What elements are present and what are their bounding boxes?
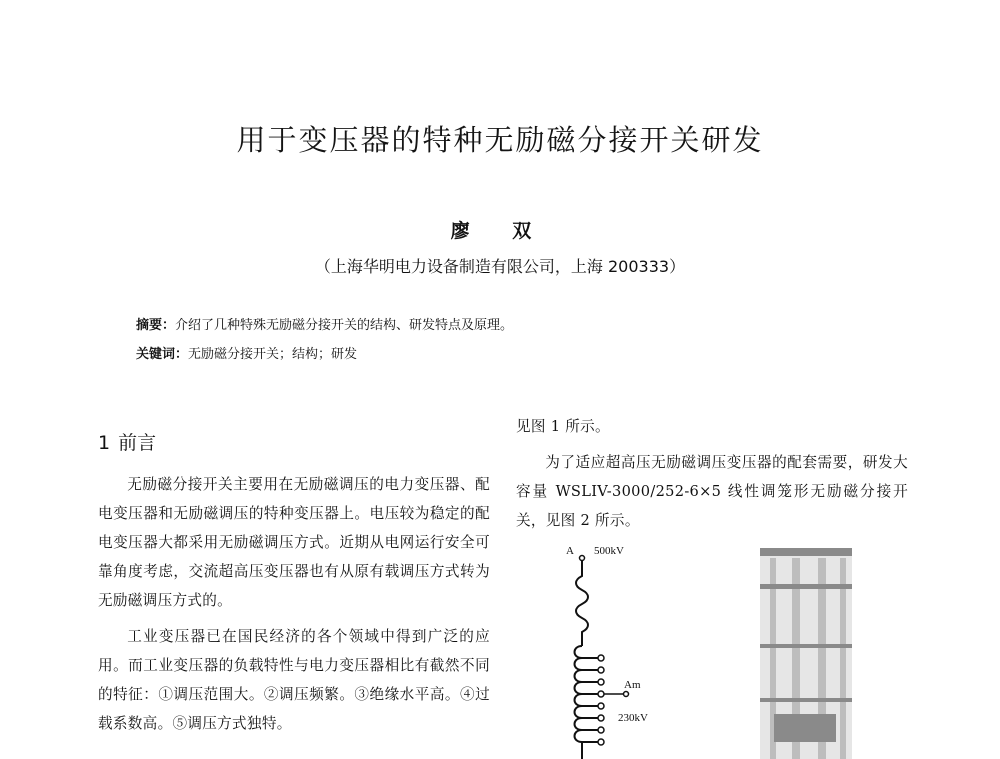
left-column [98, 470, 490, 745]
voltage-500kv: 500kV [594, 545, 624, 557]
terminal-a-label: A [566, 545, 574, 557]
keywords-text: 无励磁分接开关；结构；研发 [188, 347, 358, 362]
terminal-am-label: Am [624, 679, 641, 691]
body-paragraph: 无励磁分接开关主要用在无励磁调压的电力变压器、配电变压器和无励磁调压的特种变压器上。电压较为稳定的配电变压器大都采用无励磁调压方式。近期从电网运行安全可靠角度考虑，交流超高压变压器也有从原有载调压方式转为无励磁调压方式的。 [98, 476, 490, 609]
section-title: 前言 [118, 432, 157, 454]
voltage-230kv: 230kV [618, 712, 648, 724]
section-heading [98, 428, 164, 455]
keywords [136, 343, 357, 362]
switch-photo [760, 548, 852, 759]
body-paragraph: 为了适应超高压无励磁调压变压器的配套需要，研发大容量 WSLIV-3000/252-6×5 线性调笼形无励磁分接开关，见图 2 所示。 [516, 454, 908, 529]
winding-diagram [560, 540, 760, 759]
abstract-text: 介绍了几种特殊无励磁分接开关的结构、研发特点及原理。 [175, 318, 514, 333]
paper-title: 用于变压器的特种无励磁分接开关研发 [236, 123, 764, 157]
right-column [516, 412, 908, 542]
author-affiliation: （上海华明电力设备制造有限公司，上海 200333） [314, 257, 686, 276]
section-number: 1 [98, 432, 111, 454]
abstract-label: 摘要： [136, 318, 176, 333]
tapped-coil [575, 646, 599, 759]
body-paragraph: 见图 1 所示。 [516, 418, 610, 435]
terminal-a-node [580, 556, 585, 561]
tap-contacts [598, 655, 604, 745]
body-paragraph: 工业变压器已在国民经济的各个领域中得到广泛的应用。而工业变压器的负载特性与电力变压器相比有截然不同的特征：①调压范围大。②调压频繁。③绝缘水平高。④过载系数高。⑤调压方式独特。 [98, 628, 490, 732]
terminal-am-node [624, 692, 629, 697]
author-name: 廖 双 [450, 220, 550, 242]
upper-winding [576, 560, 588, 646]
keywords-label: 关键词： [136, 347, 189, 362]
abstract [136, 314, 513, 333]
